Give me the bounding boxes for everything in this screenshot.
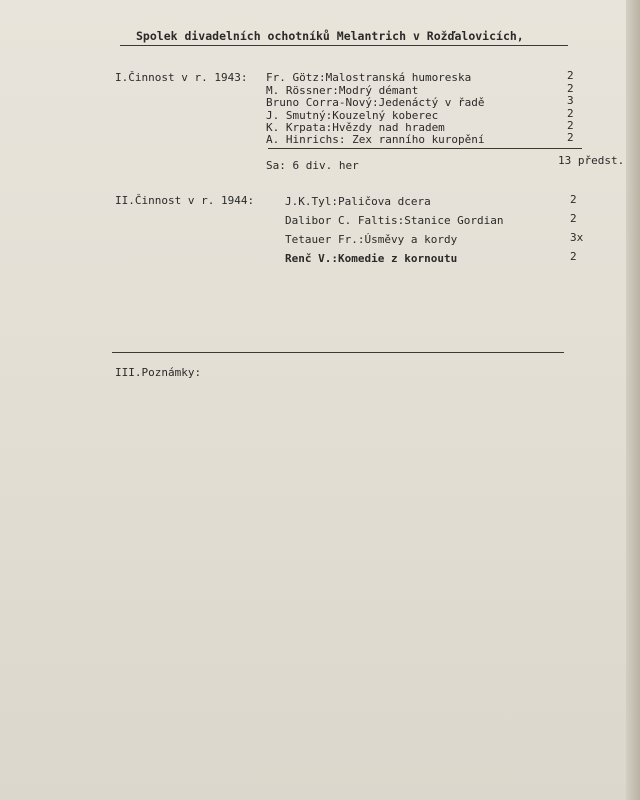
page-edge bbox=[626, 0, 640, 800]
section1-count: 2 bbox=[567, 119, 574, 132]
document-title: Spolek divadelních ochotníků Melantrich v Rožďalovicích, bbox=[136, 29, 524, 43]
section1-heading: I.Činnost v r. 1943: bbox=[115, 71, 248, 84]
section3-heading: III.Poznámky: bbox=[115, 366, 202, 379]
section1-count: 3 bbox=[567, 94, 574, 107]
section1-play: Bruno Corra-Nový:Jedenáctý v řadě bbox=[266, 96, 485, 109]
section1-play: K. Krpata:Hvězdy nad hradem bbox=[266, 121, 445, 134]
section1-count: 2 bbox=[567, 107, 574, 120]
section2-count: 3x bbox=[570, 231, 584, 244]
section2-count: 2 bbox=[570, 250, 577, 263]
section1-summary: Sa: 6 div. her bbox=[266, 159, 359, 172]
section1-play: A. Hinrichs: Zex ranního kuropění bbox=[266, 133, 485, 146]
section2-count: 2 bbox=[570, 193, 577, 206]
section2-count: 2 bbox=[570, 212, 577, 225]
section2-heading: II.Činnost v r. 1944: bbox=[115, 194, 255, 207]
section1-count: 2 bbox=[567, 82, 574, 95]
title-underline bbox=[120, 45, 568, 46]
section1-play: J. Smutný:Kouzelný koberec bbox=[266, 109, 439, 122]
section2-play: Dalibor C. Faltis:Stanice Gordian bbox=[285, 214, 504, 227]
section2-play: Renč V.:Komedie z kornoutu bbox=[285, 252, 458, 265]
section2-play: J.K.Tyl:Paličova dcera bbox=[285, 195, 431, 208]
section1-count: 2 bbox=[567, 69, 574, 82]
section-divider bbox=[112, 352, 564, 353]
section1-sum-rule bbox=[268, 148, 582, 149]
section1-play: M. Rössner:Modrý démant bbox=[266, 84, 419, 97]
section1-count: 2 bbox=[567, 131, 574, 144]
section1-play: Fr. Götz:Malostranská humoreska bbox=[266, 71, 472, 84]
section1-total: 13 předst. bbox=[558, 154, 625, 167]
section2-play: Tetauer Fr.:Úsměvy a kordy bbox=[285, 233, 458, 246]
